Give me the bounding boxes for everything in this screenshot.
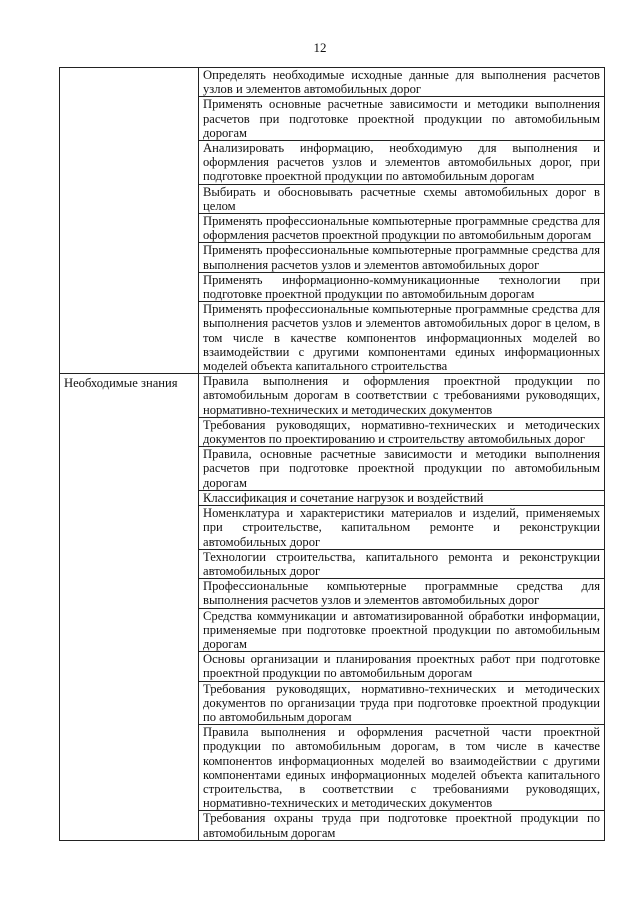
knowledge-row	[60, 374, 605, 418]
skills-item: Применять основные расчетные зависимости и методики выполнения расчетов при подготовке проектной продукции по автомобильным дорогам	[199, 97, 605, 141]
knowledge-item: Правила выполнения и оформления проектной продукции по автомобильным дорогам в соответствии с требованиями руководящих, нормативно-технических и методических документов	[199, 374, 605, 418]
knowledge-item: Технологии строительства, капитального ремонта и реконструкции автомобильных дорог	[199, 549, 605, 578]
skills-item: Выбирать и обосновывать расчетные схемы автомобильных дорог в целом	[199, 184, 605, 213]
skills-item: Определять необходимые исходные данные для выполнения расчетов узлов и элементов автомобильных дорог	[199, 68, 605, 97]
knowledge-item: Требования охраны труда при подготовке проектной продукции по автомобильным дорогам	[199, 811, 605, 840]
skills-item: Анализировать информацию, необходимую для выполнения и оформления расчетов узлов и элементов автомобильных дорог, при подготовке проектной продукции по автомобильным дорогам	[199, 141, 605, 185]
requirements-table-body	[60, 68, 605, 841]
knowledge-item: Требования руководящих, нормативно-технических и методических документов по проектированию и строительству автомобильных дорог	[199, 417, 605, 446]
knowledge-label-cell: Необходимые знания	[60, 374, 199, 841]
skills-item: Применять профессиональные компьютерные программные средства для выполнения расчетов узлов и элементов автомобильных дорог	[199, 243, 605, 272]
skills-label-cell	[60, 68, 199, 374]
skills-item: Применять информационно-коммуникационные технологии при подготовке проектной продукции по автомобильным дорогам	[199, 272, 605, 301]
skills-item: Применять профессиональные компьютерные программные средства для выполнения расчетов узлов и элементов автомобильных дорог в целом, в том числе в качестве компонентов информационных моделей во взаимодействии с другими компонентами единых информационных моделей объекта капитального строительства	[199, 302, 605, 374]
knowledge-item: Правила, основные расчетные зависимости и методики выполнения расчетов при подготовке проектной продукции по автомобильным дорогам	[199, 447, 605, 491]
knowledge-item: Требования руководящих, нормативно-технических и методических документов по организации труда при подготовке проектной продукции по автомобильным дорогам	[199, 681, 605, 725]
knowledge-item: Номенклатура и характеристики материалов и изделий, применяемых при строительстве, капитальном ремонте и реконструкции автомобильных дорог	[199, 506, 605, 550]
knowledge-item: Средства коммуникации и автоматизированной обработки информации, применяемые при подготовке проектной продукции по автомобильным дорогам	[199, 608, 605, 652]
page-number: 12	[313, 40, 327, 55]
knowledge-item: Профессиональные компьютерные программные средства для выполнения расчетов узлов и элементов автомобильных дорог	[199, 579, 605, 608]
knowledge-item: Классификация и сочетание нагрузок и воздействий	[199, 490, 605, 505]
skills-item: Применять профессиональные компьютерные программные средства для оформления расчетов проектной продукции по автомобильным дорогам	[199, 214, 605, 243]
knowledge-item: Основы организации и планирования проектных работ при подготовке проектной продукции по автомобильным дорогам	[199, 652, 605, 681]
knowledge-item: Правила выполнения и оформления расчетной части проектной продукции по автомобильным дорогам, в том числе в качестве компонентов информационных моделей во взаимодействии с другими компонентами единых информационных моделей объекта капитального строительства, в соответствии с требованиями руководящих, нормативно-технических и методических документов	[199, 725, 605, 811]
skills-row	[60, 68, 605, 97]
requirements-table	[59, 67, 605, 841]
